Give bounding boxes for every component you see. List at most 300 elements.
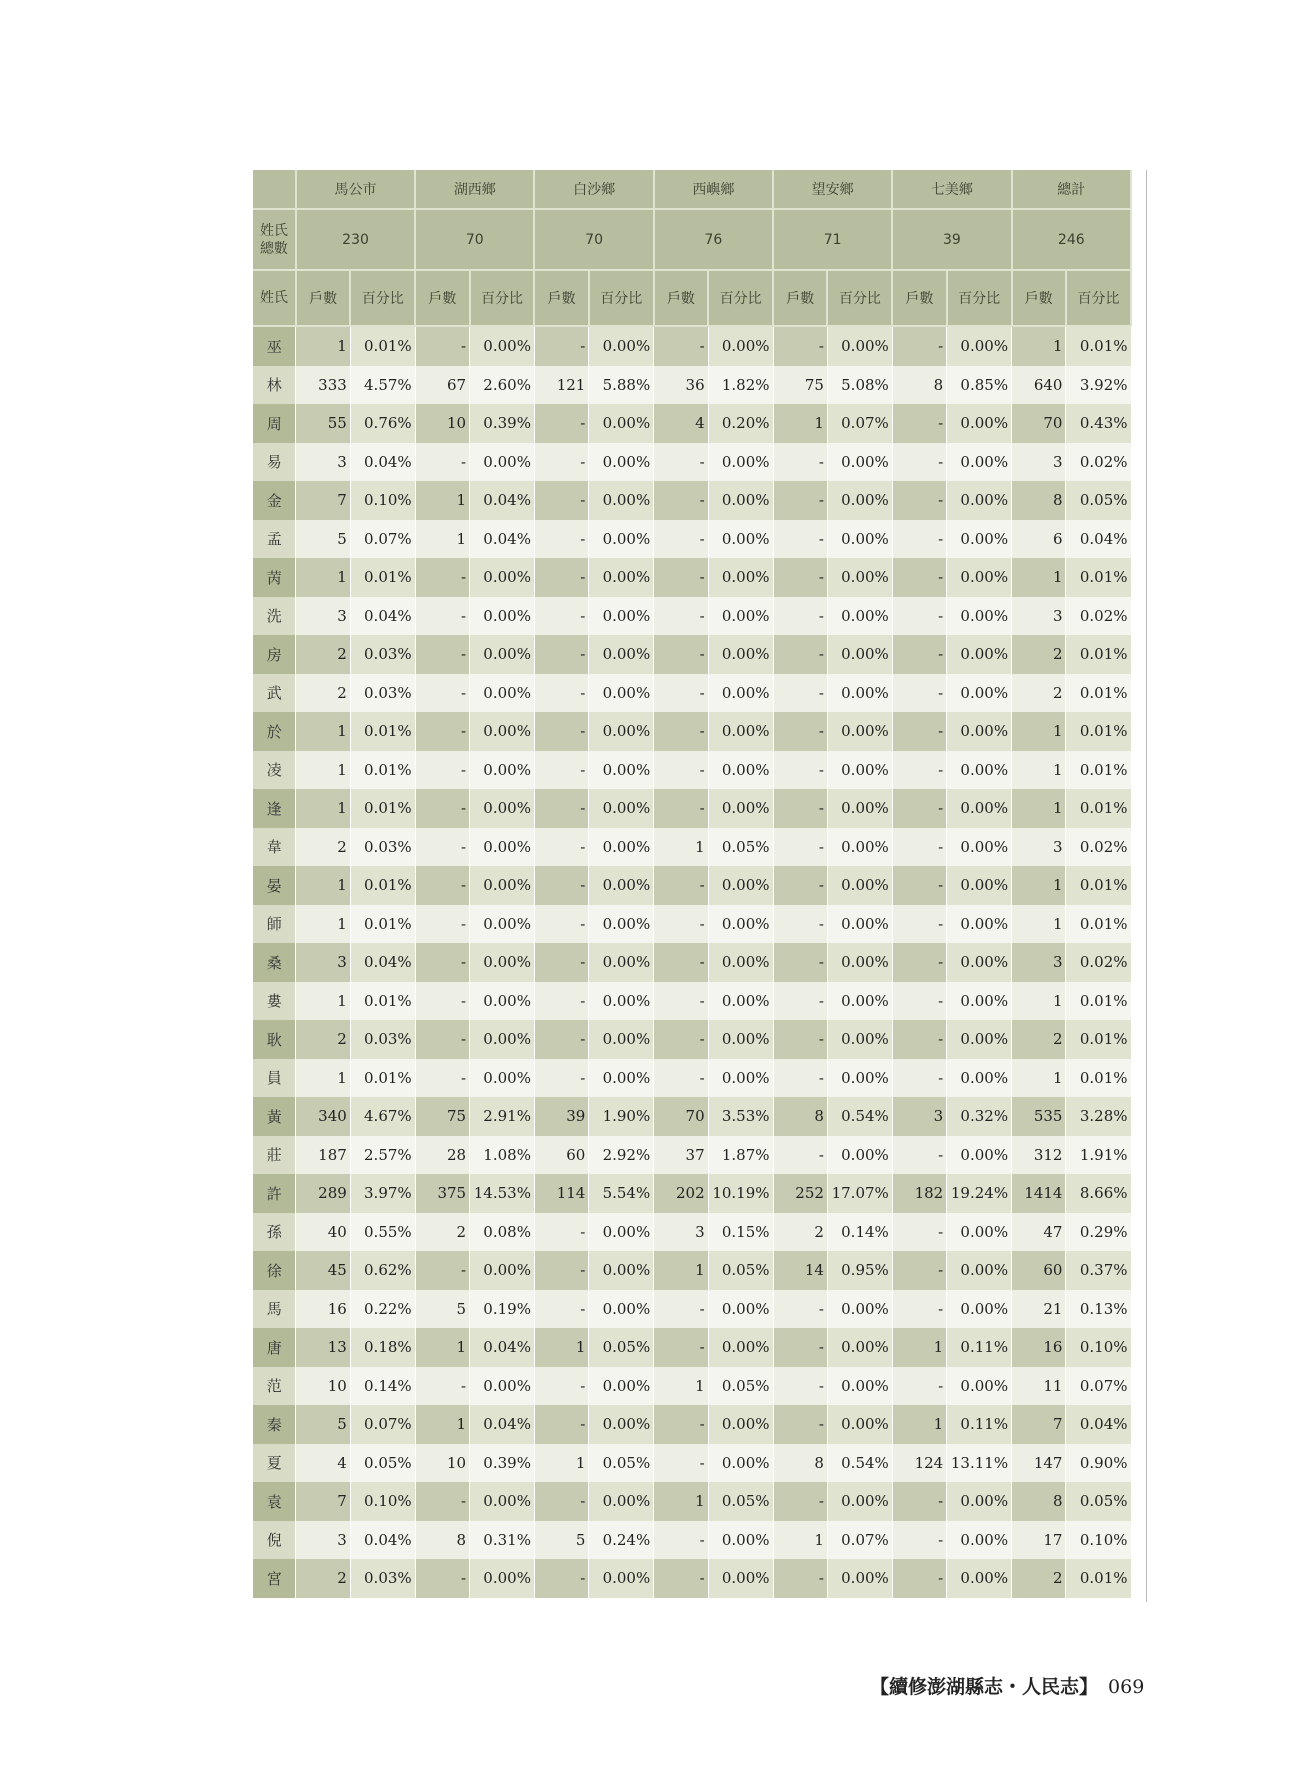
- household-count-cell: -: [773, 481, 827, 520]
- percentage-cell: 0.04%: [1066, 1405, 1131, 1444]
- household-count-cell: -: [654, 1405, 708, 1444]
- percentage-cell: 0.08%: [470, 1213, 535, 1252]
- household-count-cell: -: [773, 1559, 827, 1598]
- percentage-cell: 5.54%: [589, 1174, 654, 1213]
- table-row: [253, 443, 1131, 482]
- household-count-cell: 289: [296, 1174, 350, 1213]
- household-count-cell: -: [654, 520, 708, 559]
- percentage-cell: 0.01%: [350, 751, 415, 790]
- household-count-cell: -: [654, 1328, 708, 1367]
- percentage-cell: 1.91%: [1066, 1136, 1131, 1175]
- household-count-cell: -: [654, 1059, 708, 1098]
- household-count-cell: 3: [296, 443, 350, 482]
- percentage-cell: 0.01%: [350, 558, 415, 597]
- percentage-cell: 0.00%: [589, 1059, 654, 1098]
- percentage-cell: 0.00%: [947, 558, 1012, 597]
- household-count-cell: 2: [773, 1213, 827, 1252]
- percentage-cell: 0.07%: [827, 1521, 892, 1560]
- surname-cell: 莊: [253, 1136, 296, 1175]
- percentage-cell: 0.05%: [350, 1444, 415, 1483]
- surname-cell: 黃: [253, 1097, 296, 1136]
- household-count-cell: -: [892, 712, 946, 751]
- household-count-cell: -: [892, 1136, 946, 1175]
- percentage-cell: 0.00%: [947, 943, 1012, 982]
- percentage-cell: 0.05%: [589, 1328, 654, 1367]
- household-count-cell: -: [415, 982, 469, 1021]
- percentage-cell: 8.66%: [1066, 1174, 1131, 1213]
- household-count-cell: -: [773, 674, 827, 713]
- household-count-cell: 7: [296, 481, 350, 520]
- household-count-cell: -: [534, 751, 588, 790]
- household-count-cell: 1: [654, 1482, 708, 1521]
- count-column-label: 戶數: [892, 270, 946, 326]
- household-count-cell: 1: [415, 1405, 469, 1444]
- percentage-cell: 0.00%: [589, 1367, 654, 1406]
- percentage-cell: 0.20%: [708, 404, 773, 443]
- household-count-cell: -: [534, 828, 588, 867]
- household-count-cell: -: [773, 1367, 827, 1406]
- table-row: [253, 1328, 1131, 1367]
- household-count-cell: -: [892, 1213, 946, 1252]
- percentage-cell: 0.00%: [827, 1020, 892, 1059]
- surname-cell: 巫: [253, 326, 296, 366]
- surname-cell: 韋: [253, 828, 296, 867]
- percentage-cell: 0.00%: [947, 751, 1012, 790]
- percentage-cell: 0.01%: [1066, 635, 1131, 674]
- household-count-cell: 8: [773, 1444, 827, 1483]
- household-count-cell: -: [415, 635, 469, 674]
- surname-cell: 夏: [253, 1444, 296, 1483]
- surname-cell: 師: [253, 905, 296, 944]
- household-count-cell: -: [534, 1251, 588, 1290]
- household-count-cell: 37: [654, 1136, 708, 1175]
- household-count-cell: -: [654, 481, 708, 520]
- household-count-cell: 2: [296, 1020, 350, 1059]
- household-count-cell: -: [892, 943, 946, 982]
- percentage-cell: 1.08%: [470, 1136, 535, 1175]
- surname-cell: 耿: [253, 1020, 296, 1059]
- percentage-cell: 0.00%: [470, 751, 535, 790]
- percentage-cell: 0.03%: [350, 674, 415, 713]
- percentage-cell: 0.00%: [708, 1020, 773, 1059]
- percentage-cell: 0.00%: [708, 597, 773, 636]
- surname-cell: 許: [253, 1174, 296, 1213]
- percentage-cell: 0.10%: [350, 1482, 415, 1521]
- household-count-cell: -: [892, 1020, 946, 1059]
- household-count-cell: -: [773, 558, 827, 597]
- percentage-cell: 0.00%: [947, 1559, 1012, 1598]
- household-count-cell: 6: [1012, 520, 1066, 559]
- household-count-cell: -: [654, 789, 708, 828]
- household-count-cell: 640: [1012, 366, 1066, 405]
- percentage-cell: 0.00%: [827, 1367, 892, 1406]
- percentage-cell: 0.00%: [947, 443, 1012, 482]
- percentage-cell: 0.00%: [827, 1559, 892, 1598]
- percentage-cell: 0.05%: [708, 1367, 773, 1406]
- town-header: 望安鄉: [773, 170, 892, 209]
- household-count-cell: -: [773, 789, 827, 828]
- town-header: 湖西鄉: [415, 170, 534, 209]
- surname-total-value: 70: [534, 209, 653, 270]
- percentage-cell: 0.10%: [350, 481, 415, 520]
- household-count-cell: 182: [892, 1174, 946, 1213]
- percentage-cell: 0.15%: [708, 1213, 773, 1252]
- percentage-cell: 0.00%: [470, 982, 535, 1021]
- household-count-cell: 121: [534, 366, 588, 405]
- percentage-cell: 0.00%: [708, 558, 773, 597]
- percentage-cell: 0.04%: [470, 520, 535, 559]
- household-count-cell: 8: [1012, 1482, 1066, 1521]
- percentage-cell: 0.11%: [947, 1405, 1012, 1444]
- percentage-cell: 0.00%: [947, 1290, 1012, 1329]
- household-count-cell: 1: [654, 1367, 708, 1406]
- percentage-cell: 4.57%: [350, 366, 415, 405]
- percentage-cell: 0.00%: [589, 404, 654, 443]
- household-count-cell: 1: [296, 789, 350, 828]
- household-count-cell: 1: [296, 326, 350, 366]
- table-row: [253, 866, 1131, 905]
- percentage-cell: 0.00%: [708, 789, 773, 828]
- household-count-cell: 3: [296, 597, 350, 636]
- percentage-cell: 0.00%: [470, 943, 535, 982]
- percent-column-label: 百分比: [947, 270, 1012, 326]
- surname-total-value: 39: [892, 209, 1011, 270]
- subheader-row: [253, 270, 1131, 326]
- household-count-cell: -: [534, 1482, 588, 1521]
- household-count-cell: 39: [534, 1097, 588, 1136]
- household-count-cell: 1: [773, 404, 827, 443]
- percentage-cell: 0.05%: [708, 1251, 773, 1290]
- table-row: [253, 404, 1131, 443]
- percentage-cell: 0.00%: [827, 326, 892, 366]
- surname-cell: 孟: [253, 520, 296, 559]
- percentage-cell: 0.00%: [470, 1251, 535, 1290]
- percentage-cell: 0.90%: [1066, 1444, 1131, 1483]
- percentage-cell: 0.03%: [350, 635, 415, 674]
- household-count-cell: -: [892, 1251, 946, 1290]
- percentage-cell: 0.10%: [1066, 1328, 1131, 1367]
- household-count-cell: 1: [296, 905, 350, 944]
- table-row: [253, 1097, 1131, 1136]
- percentage-cell: 0.00%: [470, 1367, 535, 1406]
- household-count-cell: 16: [296, 1290, 350, 1329]
- percentage-cell: 0.00%: [827, 866, 892, 905]
- table-row: [253, 905, 1131, 944]
- percentage-cell: 2.60%: [470, 366, 535, 405]
- percentage-cell: 0.00%: [947, 1521, 1012, 1560]
- table-row: [253, 828, 1131, 867]
- household-count-cell: -: [534, 1290, 588, 1329]
- table-body: [253, 326, 1131, 1598]
- household-count-cell: -: [534, 1405, 588, 1444]
- percentage-cell: 0.00%: [470, 597, 535, 636]
- household-count-cell: 11: [1012, 1367, 1066, 1406]
- household-count-cell: 535: [1012, 1097, 1066, 1136]
- household-count-cell: -: [892, 635, 946, 674]
- percentage-cell: 3.97%: [350, 1174, 415, 1213]
- household-count-cell: 16: [1012, 1328, 1066, 1367]
- household-count-cell: -: [773, 866, 827, 905]
- household-count-cell: 2: [296, 635, 350, 674]
- household-count-cell: 1: [892, 1328, 946, 1367]
- percentage-cell: 0.00%: [827, 1328, 892, 1367]
- surname-cell: 晏: [253, 866, 296, 905]
- percentage-cell: 0.00%: [947, 1367, 1012, 1406]
- percentage-cell: 0.00%: [470, 326, 535, 366]
- household-count-cell: -: [654, 943, 708, 982]
- count-column-label: 戶數: [296, 270, 350, 326]
- percentage-cell: 0.00%: [589, 712, 654, 751]
- percentage-cell: 0.85%: [947, 366, 1012, 405]
- percentage-cell: 0.01%: [1066, 674, 1131, 713]
- percentage-cell: 0.00%: [827, 1136, 892, 1175]
- percentage-cell: 0.04%: [1066, 520, 1131, 559]
- household-count-cell: -: [534, 481, 588, 520]
- household-count-cell: 1: [296, 751, 350, 790]
- percentage-cell: 0.00%: [589, 905, 654, 944]
- percentage-cell: 0.05%: [708, 1482, 773, 1521]
- page-number: 069: [1108, 1676, 1145, 1698]
- household-count-cell: -: [654, 1444, 708, 1483]
- household-count-cell: 1: [1012, 558, 1066, 597]
- percentage-cell: 0.00%: [827, 1059, 892, 1098]
- household-count-cell: -: [534, 326, 588, 366]
- percentage-cell: 10.19%: [708, 1174, 773, 1213]
- household-count-cell: -: [892, 751, 946, 790]
- household-count-cell: -: [654, 1020, 708, 1059]
- household-count-cell: -: [415, 866, 469, 905]
- surname-cell: 秦: [253, 1405, 296, 1444]
- percentage-cell: 0.00%: [470, 558, 535, 597]
- household-count-cell: -: [892, 789, 946, 828]
- percentage-cell: 0.00%: [827, 789, 892, 828]
- percent-column-label: 百分比: [350, 270, 415, 326]
- surname-total-value: 246: [1012, 209, 1131, 270]
- household-count-cell: -: [415, 1482, 469, 1521]
- percentage-cell: 0.00%: [589, 1020, 654, 1059]
- household-count-cell: 1: [1012, 712, 1066, 751]
- town-header: 白沙鄉: [534, 170, 653, 209]
- percentage-cell: 3.28%: [1066, 1097, 1131, 1136]
- percentage-cell: 0.00%: [470, 905, 535, 944]
- percentage-cell: 0.00%: [947, 789, 1012, 828]
- percentage-cell: 1.82%: [708, 366, 773, 405]
- household-count-cell: 340: [296, 1097, 350, 1136]
- household-count-cell: -: [773, 597, 827, 636]
- household-count-cell: -: [415, 326, 469, 366]
- surname-cell: 袁: [253, 1482, 296, 1521]
- percentage-cell: 0.32%: [947, 1097, 1012, 1136]
- household-count-cell: 70: [654, 1097, 708, 1136]
- percent-column-label: 百分比: [470, 270, 535, 326]
- percentage-cell: 0.00%: [708, 635, 773, 674]
- percentage-cell: 0.00%: [470, 1059, 535, 1098]
- table-header: [253, 170, 1131, 326]
- household-count-cell: 7: [296, 1482, 350, 1521]
- household-count-cell: -: [892, 443, 946, 482]
- household-count-cell: -: [534, 1559, 588, 1598]
- surname-cell: 孫: [253, 1213, 296, 1252]
- percentage-cell: 0.00%: [827, 520, 892, 559]
- percentage-cell: 0.00%: [589, 443, 654, 482]
- percentage-cell: 0.00%: [470, 1559, 535, 1598]
- household-count-cell: 1: [415, 1328, 469, 1367]
- town-header: 七美鄉: [892, 170, 1011, 209]
- surname-total-value: 76: [654, 209, 773, 270]
- surname-cell: 易: [253, 443, 296, 482]
- household-count-cell: -: [892, 597, 946, 636]
- household-count-cell: -: [892, 1059, 946, 1098]
- household-count-cell: -: [534, 943, 588, 982]
- percentage-cell: 0.01%: [1066, 1020, 1131, 1059]
- household-count-cell: 10: [415, 1444, 469, 1483]
- percentage-cell: 0.04%: [350, 943, 415, 982]
- percentage-cell: 0.00%: [470, 674, 535, 713]
- table-row: [253, 481, 1131, 520]
- household-count-cell: 2: [1012, 674, 1066, 713]
- household-count-cell: -: [892, 1482, 946, 1521]
- percentage-cell: 0.00%: [470, 712, 535, 751]
- percentage-cell: 0.00%: [708, 1405, 773, 1444]
- household-count-cell: 60: [534, 1136, 588, 1175]
- percentage-cell: 0.01%: [350, 982, 415, 1021]
- town-header: 西嶼鄉: [654, 170, 773, 209]
- percentage-cell: 0.01%: [1066, 751, 1131, 790]
- percent-column-label: 百分比: [589, 270, 654, 326]
- percentage-cell: 0.00%: [470, 828, 535, 867]
- household-count-cell: -: [892, 1290, 946, 1329]
- household-count-cell: 2: [415, 1213, 469, 1252]
- percentage-cell: 0.00%: [827, 558, 892, 597]
- percentage-cell: 0.00%: [827, 674, 892, 713]
- percentage-cell: 0.00%: [708, 1521, 773, 1560]
- percentage-cell: 0.00%: [589, 751, 654, 790]
- household-count-cell: 67: [415, 366, 469, 405]
- percentage-cell: 0.01%: [1066, 905, 1131, 944]
- household-count-cell: 14: [773, 1251, 827, 1290]
- percentage-cell: 0.00%: [470, 1020, 535, 1059]
- household-count-cell: 1: [1012, 326, 1066, 366]
- percentage-cell: 0.00%: [708, 751, 773, 790]
- household-count-cell: 2: [296, 828, 350, 867]
- percent-column-label: 百分比: [827, 270, 892, 326]
- household-count-cell: 1: [534, 1328, 588, 1367]
- surname-total-value: 230: [296, 209, 415, 270]
- percentage-cell: 0.00%: [708, 520, 773, 559]
- percentage-cell: 0.11%: [947, 1328, 1012, 1367]
- household-count-cell: 10: [415, 404, 469, 443]
- surname-cell: 逢: [253, 789, 296, 828]
- percentage-cell: 0.13%: [1066, 1290, 1131, 1329]
- surname-column-label: 姓氏: [253, 270, 296, 326]
- percentage-cell: 0.07%: [1066, 1367, 1131, 1406]
- household-count-cell: 17: [1012, 1521, 1066, 1560]
- household-count-cell: 10: [296, 1367, 350, 1406]
- percentage-cell: 0.39%: [470, 1444, 535, 1483]
- household-count-cell: 8: [415, 1521, 469, 1560]
- household-count-cell: 2: [1012, 635, 1066, 674]
- percentage-cell: 0.04%: [470, 1405, 535, 1444]
- surname-cell: 凌: [253, 751, 296, 790]
- surname-cell: 婁: [253, 982, 296, 1021]
- percentage-cell: 0.00%: [947, 635, 1012, 674]
- percentage-cell: 0.00%: [708, 905, 773, 944]
- surname-cell: 宮: [253, 1559, 296, 1598]
- household-count-cell: -: [654, 558, 708, 597]
- household-count-cell: -: [534, 1367, 588, 1406]
- household-count-cell: 1: [1012, 905, 1066, 944]
- household-count-cell: 312: [1012, 1136, 1066, 1175]
- surname-table-container: [253, 170, 1132, 1598]
- percentage-cell: 0.62%: [350, 1251, 415, 1290]
- percentage-cell: 0.00%: [589, 481, 654, 520]
- table-row: [253, 1559, 1131, 1598]
- household-count-cell: -: [892, 404, 946, 443]
- percentage-cell: 0.54%: [827, 1444, 892, 1483]
- household-count-cell: -: [534, 443, 588, 482]
- percentage-cell: 0.00%: [827, 828, 892, 867]
- table-row: [253, 982, 1131, 1021]
- household-count-cell: -: [773, 982, 827, 1021]
- household-count-cell: -: [773, 905, 827, 944]
- percentage-cell: 0.00%: [589, 1213, 654, 1252]
- household-count-cell: 8: [892, 366, 946, 405]
- household-count-cell: -: [773, 1059, 827, 1098]
- percentage-cell: 0.00%: [827, 943, 892, 982]
- household-count-cell: -: [534, 866, 588, 905]
- percentage-cell: 0.02%: [1066, 828, 1131, 867]
- book-title: 【續修澎湖縣志・人民志】: [870, 1676, 1099, 1698]
- percentage-cell: 0.00%: [947, 326, 1012, 366]
- percentage-cell: 0.01%: [1066, 982, 1131, 1021]
- percentage-cell: 0.07%: [350, 520, 415, 559]
- surname-cell: 林: [253, 366, 296, 405]
- page-rule: [1146, 170, 1147, 1602]
- household-count-cell: 2: [1012, 1559, 1066, 1598]
- percentage-cell: 0.04%: [350, 1521, 415, 1560]
- household-count-cell: -: [534, 597, 588, 636]
- percentage-cell: 0.05%: [589, 1444, 654, 1483]
- percentage-cell: 0.00%: [708, 1328, 773, 1367]
- percentage-cell: 0.01%: [350, 866, 415, 905]
- household-count-cell: 1: [296, 982, 350, 1021]
- percentage-cell: 0.00%: [470, 635, 535, 674]
- surname-cell: 徐: [253, 1251, 296, 1290]
- table-row: [253, 1367, 1131, 1406]
- percentage-cell: 0.00%: [947, 674, 1012, 713]
- count-column-label: 戶數: [534, 270, 588, 326]
- percentage-cell: 13.11%: [947, 1444, 1012, 1483]
- percentage-cell: 0.02%: [1066, 943, 1131, 982]
- percentage-cell: 0.00%: [589, 866, 654, 905]
- household-count-cell: -: [773, 326, 827, 366]
- household-count-cell: -: [773, 520, 827, 559]
- table-row: [253, 597, 1131, 636]
- percentage-cell: 0.76%: [350, 404, 415, 443]
- surname-cell: 苪: [253, 558, 296, 597]
- percentage-cell: 0.00%: [589, 1405, 654, 1444]
- percentage-cell: 0.00%: [827, 597, 892, 636]
- count-column-label: 戶數: [415, 270, 469, 326]
- page-footer: [870, 1672, 1170, 1699]
- percentage-cell: 0.04%: [350, 597, 415, 636]
- household-count-cell: 21: [1012, 1290, 1066, 1329]
- table-row: [253, 674, 1131, 713]
- household-count-cell: -: [654, 635, 708, 674]
- percentage-cell: 0.00%: [947, 404, 1012, 443]
- household-count-cell: 2: [296, 1559, 350, 1598]
- percentage-cell: 0.05%: [708, 828, 773, 867]
